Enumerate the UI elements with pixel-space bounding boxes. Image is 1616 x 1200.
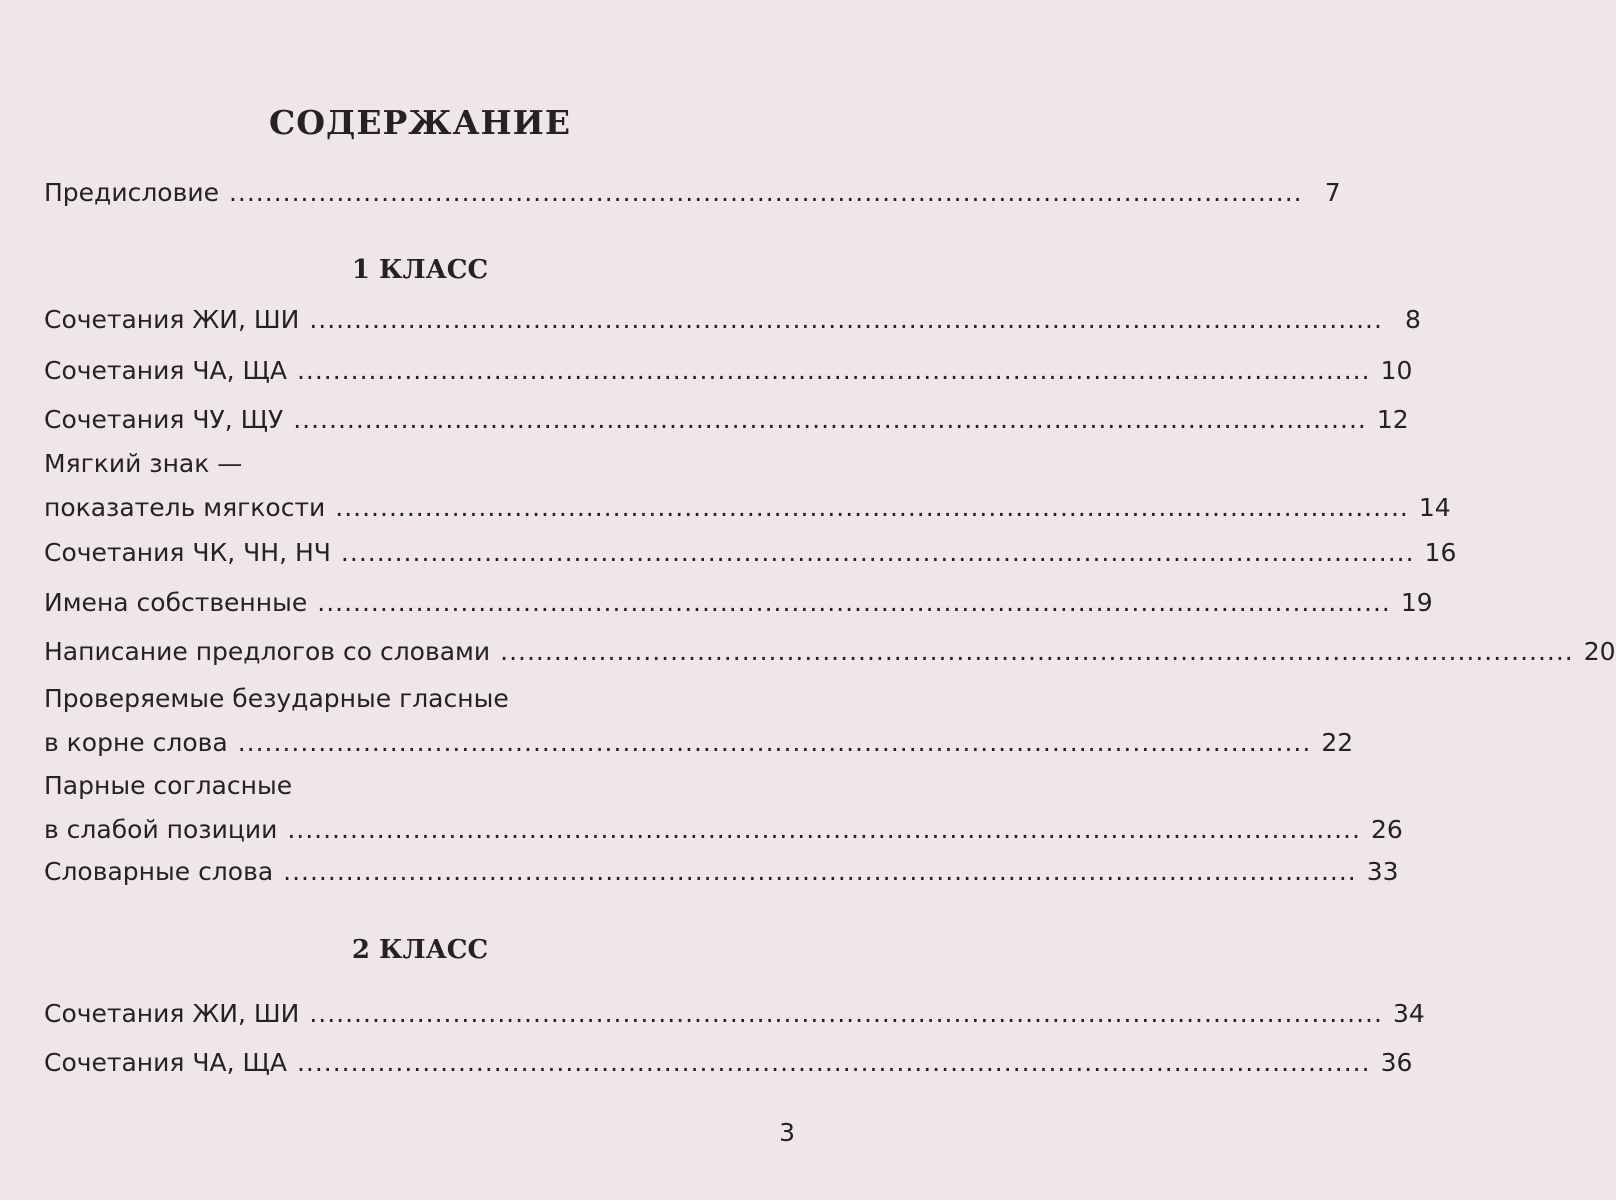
toc-entry-label: в слабой позиции	[44, 815, 278, 844]
toc-entry-page: 19	[1400, 588, 1433, 617]
dot-leader: ........................................................................................................................	[287, 815, 1361, 844]
toc-entry-page: 14	[1418, 493, 1451, 522]
toc-entry	[44, 992, 1425, 1036]
dot-leader: ........................................................................................................................	[296, 1048, 1371, 1077]
toc-entry-label: в корне слова	[44, 728, 228, 757]
toc-entry-label: Имена собственные	[44, 588, 308, 617]
toc-entry-label: Сочетания ЧА, ЩА	[44, 1048, 287, 1077]
toc-entry-label: Словарные слова	[44, 857, 274, 886]
toc-entry-preface	[44, 171, 1341, 215]
toc-entry-label: Сочетания ЧК, ЧН, НЧ	[44, 538, 331, 567]
section-heading-grade-2: 2 КЛАСС	[351, 935, 489, 965]
toc-entry	[44, 531, 1457, 575]
toc-entry	[44, 349, 1413, 393]
dot-leader: ........................................................................................................................	[340, 538, 1415, 567]
section-heading-grade-1: 1 КЛАСС	[351, 255, 489, 285]
toc-entry-page: 33	[1366, 857, 1399, 886]
toc-entry-page: 7	[1324, 178, 1341, 207]
dot-leader: ........................................................................................................................	[228, 178, 1303, 207]
toc-entry	[44, 764, 1403, 852]
toc-entry-line1: Мягкий знак —	[44, 449, 243, 478]
page-number: 3	[779, 1118, 795, 1147]
toc-entry-page: 20	[1583, 637, 1616, 666]
dot-leader: ........................................................................................................................	[500, 637, 1574, 666]
toc-entry	[44, 677, 1354, 765]
toc-entry-page: 16	[1424, 538, 1457, 567]
toc-entry-page: 12	[1376, 405, 1409, 434]
toc-entry-label: Сочетания ЧУ, ЩУ	[44, 405, 284, 434]
toc-entry-label: Сочетания ЖИ, ШИ	[44, 999, 300, 1028]
toc-entry-line1: Парные согласные	[44, 771, 293, 800]
toc-entry	[44, 398, 1409, 442]
toc-entry-page: 10	[1380, 356, 1413, 385]
toc-entry-label: Сочетания ЧА, ЩА	[44, 356, 287, 385]
dot-leader: ........................................................................................................................	[283, 857, 1357, 886]
toc-entry-label: Сочетания ЖИ, ШИ	[44, 305, 300, 334]
toc-entry-page: 34	[1392, 999, 1425, 1028]
toc-entry-page: 26	[1370, 815, 1403, 844]
toc-entry	[44, 298, 1421, 342]
dot-leader: ........................................................................................................................	[296, 356, 1371, 385]
dot-leader: ........................................................................................................................	[293, 405, 1367, 434]
dot-leader: ........................................................................................................................	[237, 728, 1312, 757]
toc-entry	[44, 630, 1616, 674]
toc-entry	[44, 1041, 1413, 1085]
toc-entry-label: Предисловие	[44, 178, 219, 207]
dot-leader: ........................................................................................................................	[309, 999, 1383, 1028]
toc-entry-label: Написание предлогов со словами	[44, 637, 491, 666]
toc-entry-label: показатель мягкости	[44, 493, 326, 522]
toc-entry-page: 36	[1380, 1048, 1413, 1077]
toc-entry	[44, 850, 1399, 894]
dot-leader: ........................................................................................................................	[309, 305, 1383, 334]
dot-leader: ........................................................................................................................	[335, 493, 1409, 522]
toc-entry-line1: Проверяемые безударные гласные	[44, 684, 509, 713]
toc-entry	[44, 442, 1451, 530]
toc-entry-page: 8	[1405, 305, 1421, 334]
page-title: СОДЕРЖАНИЕ	[268, 103, 571, 142]
toc-entry-page: 22	[1321, 728, 1354, 757]
toc-entry	[44, 581, 1433, 625]
dot-leader: ........................................................................................................................	[317, 588, 1391, 617]
